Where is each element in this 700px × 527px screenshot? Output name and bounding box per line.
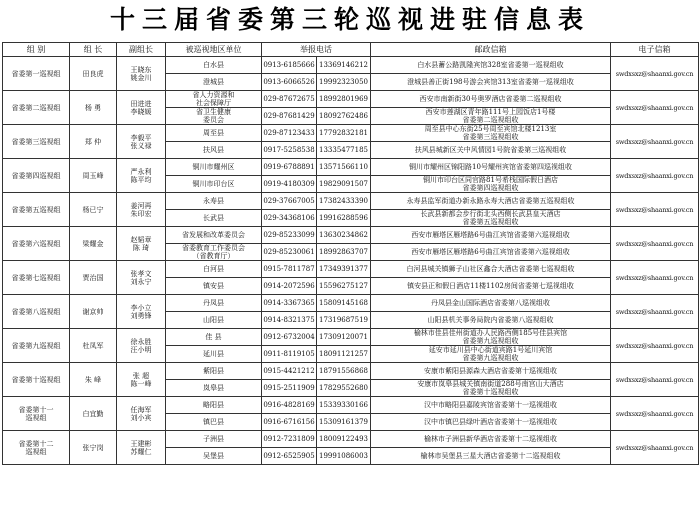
group-leader: 朱 峰 xyxy=(70,363,117,397)
table-row xyxy=(3,91,699,108)
group-deputies: 田进进 李晓媛 xyxy=(117,91,166,125)
inspected-unit: 铜川市耀州区 xyxy=(166,159,262,176)
email-address: swdxsxz@shaanxi.gov.cn xyxy=(611,159,699,193)
report-mobile: 19992323050 xyxy=(317,74,371,91)
inspected-unit: 省卫生健康 委员会 xyxy=(166,108,262,125)
report-phone: 0914-8321375 xyxy=(262,312,317,329)
postal-mailbox: 西安市雁塔区雁塔路6号曲江宾馆省委第六巡视组收 xyxy=(371,227,611,244)
report-phone: 0915-4421212 xyxy=(262,363,317,380)
header-phone: 举报电话 xyxy=(262,43,371,57)
inspected-unit: 长武县 xyxy=(166,210,262,227)
group-name: 省委第六巡视组 xyxy=(3,227,70,261)
inspected-unit: 省委教育工作委员会 （省教育厅） xyxy=(166,244,262,261)
report-mobile: 18092762486 xyxy=(317,108,371,125)
report-phone: 0915-7811787 xyxy=(262,261,317,278)
inspected-unit: 铜川市印台区 xyxy=(166,176,262,193)
report-phone: 0913-6185666 xyxy=(262,57,317,74)
email-address: swdxsxz@shaanxi.gov.cn xyxy=(611,227,699,261)
report-mobile: 15596275127 xyxy=(317,278,371,295)
group-leader: 杨已宁 xyxy=(70,193,117,227)
email-address: swdxsxz@shaanxi.gov.cn xyxy=(611,397,699,431)
inspected-unit: 永寿县 xyxy=(166,193,262,210)
email-address: swdxsxz@shaanxi.gov.cn xyxy=(611,193,699,227)
email-address: swdxsxz@shaanxi.gov.cn xyxy=(611,431,699,465)
header-group: 组 别 xyxy=(3,43,70,57)
postal-mailbox: 安康市岚皋县城关镇南街道288号南宫山大酒店 省委第十巡视组收 xyxy=(371,380,611,397)
report-mobile: 15339330166 xyxy=(317,397,371,414)
postal-mailbox: 汉中市略阳县嘉陵宾馆省委第十一巡视组收 xyxy=(371,397,611,414)
group-deputies: 姜河再 朱印宏 xyxy=(117,193,166,227)
report-phone: 029-34368106 xyxy=(262,210,317,227)
group-leader: 贾治国 xyxy=(70,261,117,295)
inspection-info-table xyxy=(2,42,699,465)
group-leader: 田良虎 xyxy=(70,57,117,91)
postal-mailbox: 扶风县城新区关中风情园1号院省委第三巡视组收 xyxy=(371,142,611,159)
group-name: 省委第三巡视组 xyxy=(3,125,70,159)
report-phone: 0914-2072596 xyxy=(262,278,317,295)
group-name: 省委第二巡视组 xyxy=(3,91,70,125)
inspected-unit: 扶风县 xyxy=(166,142,262,159)
report-phone: 0913-6066526 xyxy=(262,74,317,91)
postal-mailbox: 西安市雁塔区雁塔路6号曲江宾馆省委第六巡视组收 xyxy=(371,244,611,261)
postal-mailbox: 安康市紫阳县源森大酒店省委第十巡视组收 xyxy=(371,363,611,380)
table-row xyxy=(3,227,699,244)
email-address: swdxsxz@shaanxi.gov.cn xyxy=(611,261,699,295)
email-address: swdxsxz@shaanxi.gov.cn xyxy=(611,329,699,363)
table-row xyxy=(3,261,699,278)
group-leader: 杜凤军 xyxy=(70,329,117,363)
table-row xyxy=(3,431,699,448)
report-phone: 0915-2511909 xyxy=(262,380,317,397)
group-deputies: 张孝文 刘永宁 xyxy=(117,261,166,295)
table-body xyxy=(3,57,699,465)
report-mobile: 17349391377 xyxy=(317,261,371,278)
group-deputies: 李毅平 张义禄 xyxy=(117,125,166,159)
inspected-unit: 周至县 xyxy=(166,125,262,142)
group-deputies: 徐永胜 汪小明 xyxy=(117,329,166,363)
postal-mailbox: 白河县城关镇狮子山社区鑫合大酒店省委第七巡视组收 xyxy=(371,261,611,278)
group-deputies: 严永利 陈平均 xyxy=(117,159,166,193)
inspected-unit: 镇巴县 xyxy=(166,414,262,431)
table-row xyxy=(3,363,699,380)
group-name: 省委第四巡视组 xyxy=(3,159,70,193)
group-deputies: 张 超 陈一峰 xyxy=(117,363,166,397)
report-phone: 029-85230061 xyxy=(262,244,317,261)
table-row xyxy=(3,57,699,74)
postal-mailbox: 榆林市子洲县新华酒店省委第十二巡视组收 xyxy=(371,431,611,448)
table-row xyxy=(3,125,699,142)
inspected-unit: 延川县 xyxy=(166,346,262,363)
inspected-unit: 岚皋县 xyxy=(166,380,262,397)
report-phone: 0916-6716156 xyxy=(262,414,317,431)
report-phone: 0919-4180309 xyxy=(262,176,317,193)
postal-mailbox: 西安市南新街30号奥罗酒店省委第二巡视组收 xyxy=(371,91,611,108)
report-phone: 0912-7231809 xyxy=(262,431,317,448)
header-unit: 被巡视地区单位 xyxy=(166,43,262,57)
inspected-unit: 镇安县 xyxy=(166,278,262,295)
inspected-unit: 省发展和改革委员会 xyxy=(166,227,262,244)
group-leader: 梁耀金 xyxy=(70,227,117,261)
group-leader: 白宜勤 xyxy=(70,397,117,431)
inspected-unit: 省人力资源和 社会保障厅 xyxy=(166,91,262,108)
report-phone: 0911-8119105 xyxy=(262,346,317,363)
inspected-unit: 白河县 xyxy=(166,261,262,278)
report-mobile: 19916288596 xyxy=(317,210,371,227)
postal-mailbox: 西安市莲湖区青年路111号上园饭店1号楼 省委第二巡视组收 xyxy=(371,108,611,125)
group-leader: 谢京帅 xyxy=(70,295,117,329)
report-phone: 0917-5258538 xyxy=(262,142,317,159)
group-name: 省委第一巡视组 xyxy=(3,57,70,91)
report-phone: 029-85233099 xyxy=(262,227,317,244)
report-mobile: 18791556868 xyxy=(317,363,371,380)
inspected-unit: 澄城县 xyxy=(166,74,262,91)
report-mobile: 15309161379 xyxy=(317,414,371,431)
group-leader: 杨 勇 xyxy=(70,91,117,125)
report-phone: 029-87123433 xyxy=(262,125,317,142)
email-address: swdxsxz@shaanxi.gov.cn xyxy=(611,295,699,329)
email-address: swdxsxz@shaanxi.gov.cn xyxy=(611,91,699,125)
postal-mailbox: 镇安县正和假日酒店11楼1102房间省委第七巡视组收 xyxy=(371,278,611,295)
table-row xyxy=(3,159,699,176)
email-address: swdxsxz@shaanxi.gov.cn xyxy=(611,57,699,91)
report-mobile: 17319687519 xyxy=(317,312,371,329)
table-row xyxy=(3,397,699,414)
report-mobile: 13369146212 xyxy=(317,57,371,74)
header-email: 电子信箱 xyxy=(611,43,699,57)
postal-mailbox: 铜川市印台区同官路81号希栈国际假日酒店 省委第四巡视组收 xyxy=(371,176,611,193)
group-name: 省委第九巡视组 xyxy=(3,329,70,363)
postal-mailbox: 澄城县善正街198号游会宾馆313室省委第一巡视组收 xyxy=(371,74,611,91)
report-mobile: 13630234862 xyxy=(317,227,371,244)
report-phone: 029-87681429 xyxy=(262,108,317,125)
group-deputies: 赵韬章 陈 琦 xyxy=(117,227,166,261)
report-mobile: 17309120071 xyxy=(317,329,371,346)
postal-mailbox: 榆林市吴堡县三星大酒店省委第十二巡视组收 xyxy=(371,448,611,465)
table-row xyxy=(3,193,699,210)
table-row xyxy=(3,295,699,312)
group-name: 省委第八巡视组 xyxy=(3,295,70,329)
group-deputies: 王建彬 苏耀仁 xyxy=(117,431,166,465)
header-mailbox: 邮政信箱 xyxy=(371,43,611,57)
postal-mailbox: 山阳县机关事务局院内省委第八巡视组收 xyxy=(371,312,611,329)
postal-mailbox: 白水县蓄公路凯隆宾馆328室省委第一巡视组收 xyxy=(371,57,611,74)
report-phone: 029-87672675 xyxy=(262,91,317,108)
report-phone: 0912-6732004 xyxy=(262,329,317,346)
email-address: swdxsxz@shaanxi.gov.cn xyxy=(611,125,699,159)
group-leader: 周玉峰 xyxy=(70,159,117,193)
inspected-unit: 子洲县 xyxy=(166,431,262,448)
report-mobile: 13335477185 xyxy=(317,142,371,159)
group-name: 省委第十二 巡视组 xyxy=(3,431,70,465)
report-phone: 0916-4828169 xyxy=(262,397,317,414)
inspected-unit: 紫阳县 xyxy=(166,363,262,380)
report-mobile: 17382433390 xyxy=(317,193,371,210)
group-deputies: 任海军 刘小宾 xyxy=(117,397,166,431)
header-leader: 组 长 xyxy=(70,43,117,57)
report-mobile: 19991086003 xyxy=(317,448,371,465)
group-name: 省委第十巡视组 xyxy=(3,363,70,397)
postal-mailbox: 周至县中心东街25号周至宾馆北楼1213室 省委第三巡视组收 xyxy=(371,125,611,142)
report-phone: 0914-3367365 xyxy=(262,295,317,312)
inspected-unit: 略阳县 xyxy=(166,397,262,414)
group-name: 省委第五巡视组 xyxy=(3,193,70,227)
postal-mailbox: 汉中市镇巴县绿叶酒店省委第十一巡视组收 xyxy=(371,414,611,431)
table-row xyxy=(3,329,699,346)
inspected-unit: 佳 县 xyxy=(166,329,262,346)
group-deputies: 王晓东 姚金川 xyxy=(117,57,166,91)
report-phone: 029-37667005 xyxy=(262,193,317,210)
table-header-row xyxy=(3,43,699,57)
group-name: 省委第七巡视组 xyxy=(3,261,70,295)
report-phone: 0912-6525905 xyxy=(262,448,317,465)
postal-mailbox: 丹凤县金山国际酒店省委第八巡视组收 xyxy=(371,295,611,312)
inspected-unit: 吴堡县 xyxy=(166,448,262,465)
header-deputies: 副组长 xyxy=(117,43,166,57)
postal-mailbox: 延安市延川县中心街道宾路1号延川宾馆 省委第九巡视组收 xyxy=(371,346,611,363)
group-name: 省委第十一 巡视组 xyxy=(3,397,70,431)
report-mobile: 15809145168 xyxy=(317,295,371,312)
group-leader: 郑 仲 xyxy=(70,125,117,159)
postal-mailbox: 铜川市耀州区锦阳路10号耀州宾馆省委第四巡视组收 xyxy=(371,159,611,176)
postal-mailbox: 永寿县监军街道办新永路永寿大酒店省委第五巡视组收 xyxy=(371,193,611,210)
report-phone: 0919-6788891 xyxy=(262,159,317,176)
inspected-unit: 丹凤县 xyxy=(166,295,262,312)
report-mobile: 17829552680 xyxy=(317,380,371,397)
report-mobile: 18009122493 xyxy=(317,431,371,448)
email-address: swdxsxz@shaanxi.gov.cn xyxy=(611,363,699,397)
report-mobile: 18091121257 xyxy=(317,346,371,363)
group-deputies: 李小立 刘勇锋 xyxy=(117,295,166,329)
report-mobile: 13571566110 xyxy=(317,159,371,176)
group-leader: 张宁岗 xyxy=(70,431,117,465)
report-mobile: 17792832181 xyxy=(317,125,371,142)
inspected-unit: 白水县 xyxy=(166,57,262,74)
postal-mailbox: 榆林市佳县佳州街道办人民路西侧185号佳县宾馆 省委第九巡视组收 xyxy=(371,329,611,346)
report-mobile: 18992801969 xyxy=(317,91,371,108)
page-title: 十三届省委第三轮巡视进驻信息表 xyxy=(109,5,590,34)
postal-mailbox: 长武县新都会步行街北头西侧长武县皇天酒店 省委第五巡视组收 xyxy=(371,210,611,227)
inspected-unit: 山阳县 xyxy=(166,312,262,329)
report-mobile: 18992863707 xyxy=(317,244,371,261)
report-mobile: 19829091507 xyxy=(317,176,371,193)
